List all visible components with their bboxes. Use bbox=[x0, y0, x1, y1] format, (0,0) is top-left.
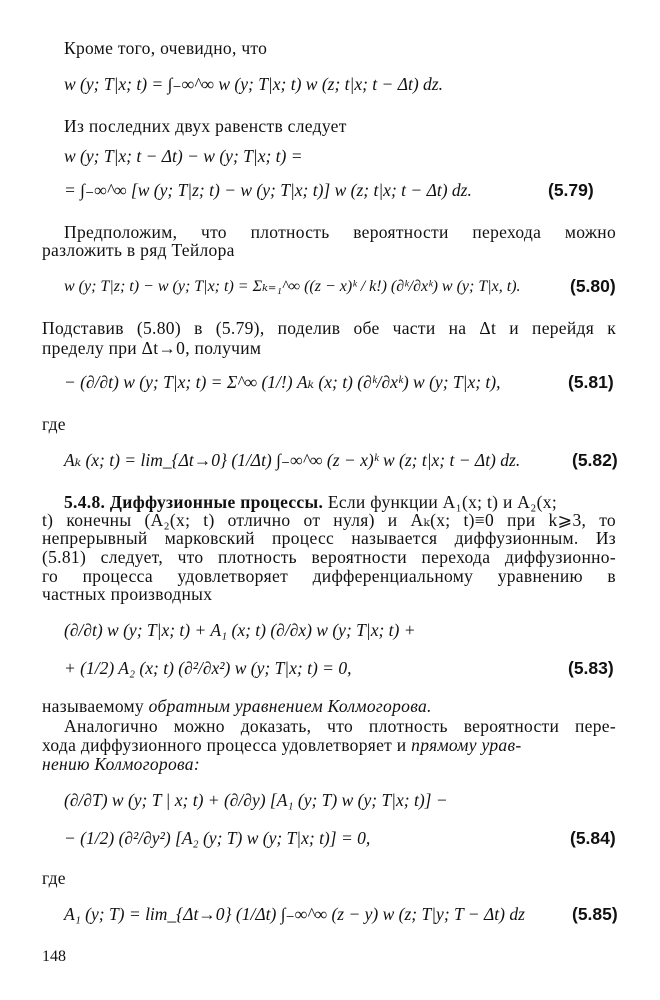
text-line: t) конечны (A₂(x; t) отлично от нуля) и Aₖ(x; t)≡0 при k⩾3, то bbox=[42, 510, 616, 530]
text-line: Предположим, что плотность вероятности перехода можно bbox=[64, 222, 616, 242]
italic-term: обратным уравнением Колмогорова. bbox=[148, 696, 432, 716]
text-line: частных производных bbox=[42, 584, 213, 604]
text-line: непрерывный марковский процесс называется диффузионным. Из bbox=[42, 528, 616, 548]
text-span: хода диффузионного процесса удовлетворяет и bbox=[42, 735, 412, 755]
text-line: Аналогично можно доказать, что плотность вероятности пере- bbox=[64, 716, 616, 736]
section-heading: 5.4.8. Диффузионные процессы. bbox=[64, 492, 324, 512]
text-line: пределу при Δt→0, получим bbox=[42, 338, 262, 358]
equation-number: (5.81) bbox=[568, 372, 614, 392]
equation-number: (5.80) bbox=[570, 276, 616, 296]
text-span: называемому bbox=[42, 696, 149, 716]
equation: Aₖ (x; t) = lim_{Δt→0} (1/Δt) ∫₋∞^∞ (z − x)ᵏ w (z; t|x; t − Δt) dz. bbox=[64, 450, 521, 470]
equation-number: (5.84) bbox=[570, 828, 616, 848]
text-line: (5.81) следует, что плотность вероятности перехода диффузионно- bbox=[42, 547, 616, 567]
equation: w (y; T|x; t) = ∫₋∞^∞ w (y; T|x; t) w (z; t|x; t − Δt) dz. bbox=[64, 74, 443, 94]
text-line: где bbox=[42, 868, 66, 888]
text-line: нению Колмогорова: bbox=[42, 754, 200, 774]
text-line: разложить в ряд Тейлора bbox=[42, 240, 235, 260]
text-line: го процесса удовлетворяет дифференциальному уравнению в bbox=[42, 566, 616, 586]
text-line: Из последних двух равенств следует bbox=[64, 116, 347, 136]
text-span: Если функции A₁(x; t) и A₂(x; bbox=[323, 492, 557, 512]
equation: (∂/∂t) w (y; T|x; t) + A₁ (x; t) (∂/∂x) w (y; T|x; t) + bbox=[64, 620, 416, 640]
text-line: Подставив (5.80) в (5.79), поделив обе части на Δt и перейдя к bbox=[42, 318, 616, 338]
equation-number: (5.79) bbox=[548, 180, 594, 200]
text-line bbox=[42, 696, 432, 717]
italic-term: прямому урав- bbox=[411, 735, 522, 755]
equation: = ∫₋∞^∞ [w (y; T|z; t) − w (y; T|x; t)] w (z; t|x; t − Δt) dz. bbox=[64, 180, 472, 200]
equation: − (1/2) (∂²/∂y²) [A₂ (y; T) w (y; T|x; t)] = 0, bbox=[64, 828, 371, 848]
equation-number: (5.83) bbox=[568, 658, 614, 678]
text-line: где bbox=[42, 414, 66, 434]
equation-number: (5.82) bbox=[572, 450, 618, 470]
equation: w (y; T|z; t) − w (y; T|x; t) = Σₖ₌₁^∞ ((z − x)ᵏ / k!) (∂ᵏ/∂xᵏ) w (y; T|x, t). bbox=[64, 278, 521, 295]
text-line: Кроме того, очевидно, что bbox=[64, 38, 268, 58]
equation: A₁ (y; T) = lim_{Δt→0} (1/Δt) ∫₋∞^∞ (z − y) w (z; T|y; T − Δt) dz bbox=[64, 904, 525, 924]
equation: + (1/2) A₂ (x; t) (∂²/∂x²) w (y; T|x; t) = 0, bbox=[64, 658, 352, 678]
equation: − (∂/∂t) w (y; T|x; t) = Σ^∞ (1/!) Aₖ (x; t) (∂ᵏ/∂xᵏ) w (y; T|x; t), bbox=[64, 372, 501, 392]
equation-number: (5.85) bbox=[572, 904, 618, 924]
equation: w (y; T|x; t − Δt) − w (y; T|x; t) = bbox=[64, 146, 303, 166]
text-line bbox=[42, 735, 521, 756]
equation: (∂/∂T) w (y; T | x; t) + (∂/∂y) [A₁ (y; T) w (y; T|x; t)] − bbox=[64, 790, 448, 810]
page-number: 148 bbox=[42, 948, 66, 965]
